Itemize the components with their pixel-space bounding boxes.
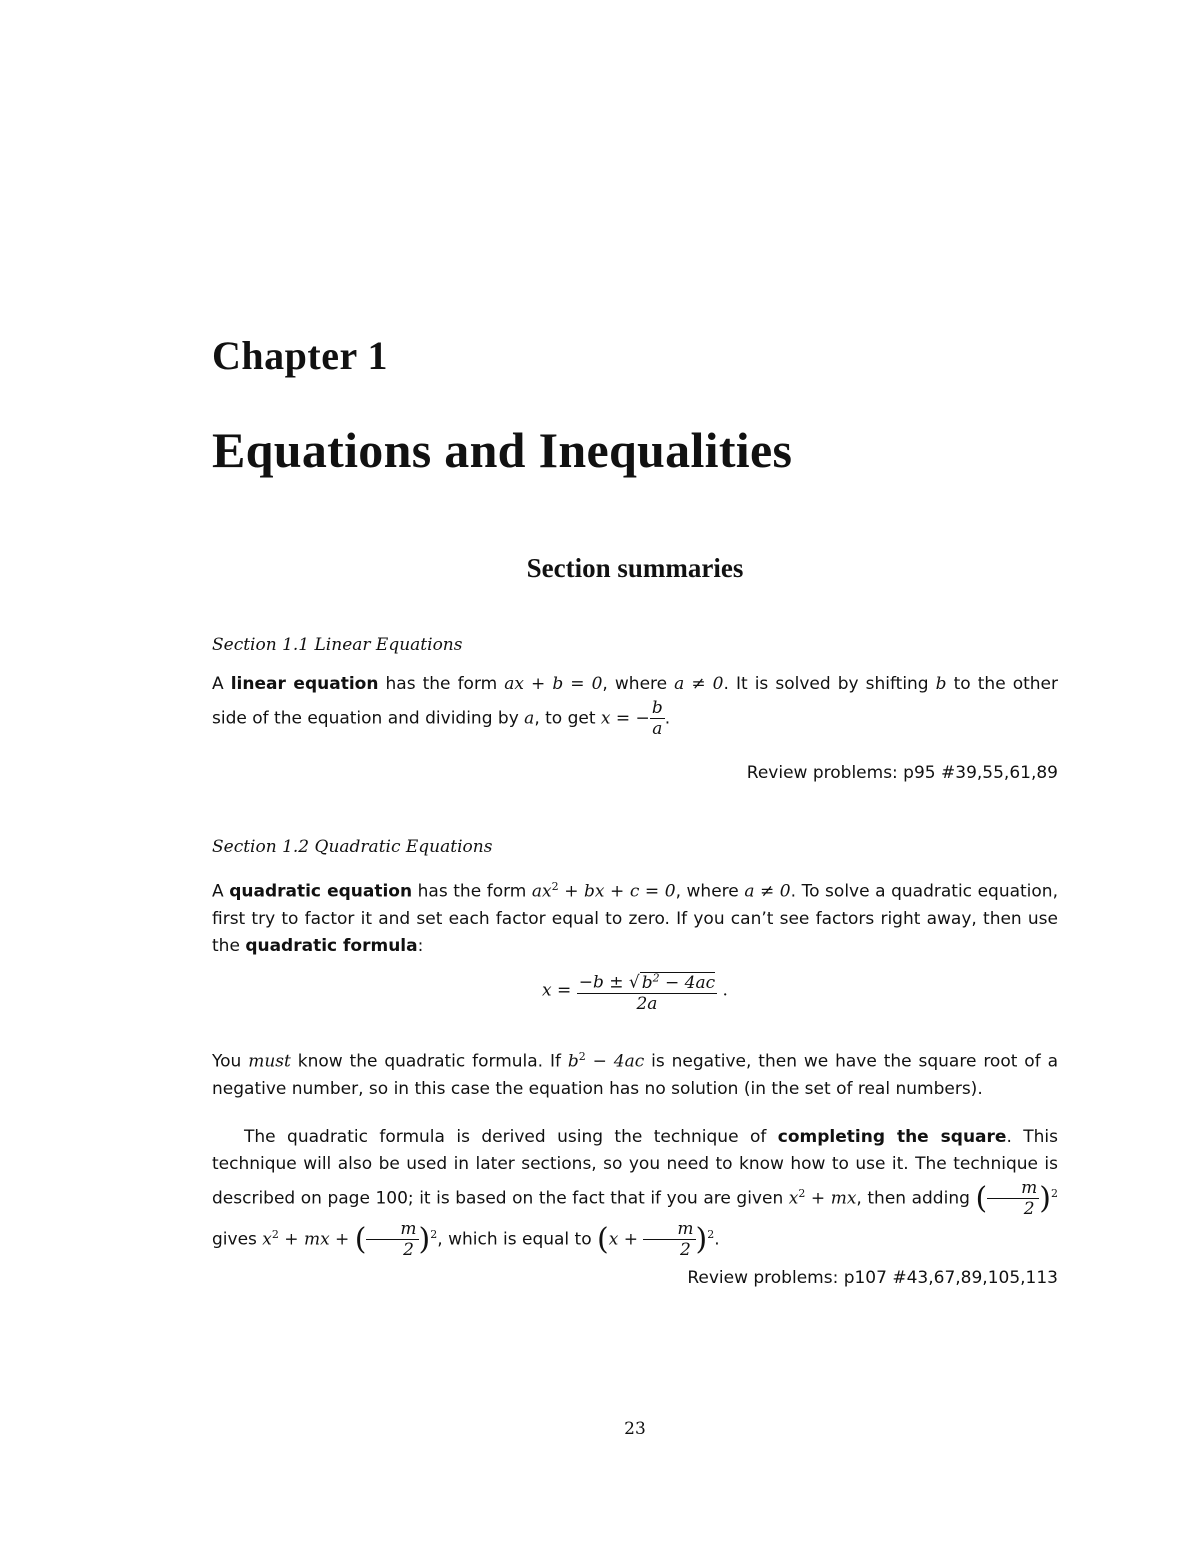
quadratic-formula-fraction: $\frac{-b \pm √ b^2 - 4ac}{2a}$	[577, 968, 717, 1014]
term-completing-the-square: completing the square	[777, 1127, 1007, 1147]
term-quadratic-formula: quadratic formula	[245, 935, 418, 956]
term-quadratic-equation: quadratic equation	[229, 881, 413, 902]
page-number: 23	[624, 1419, 646, 1439]
quadratic-formula-display: x = $\frac{-b \pm √ b^2 - 4ac}{2a}$ .	[212, 968, 1058, 1014]
section-1-2-paragraph-2: You must know the quadratic formula. If $b^2 - 4ac$ is negative, then we have the square root of a negative number, so in this case the equation has no solution (in the set of real numbers).	[212, 1050, 1058, 1099]
chapter-label: Chapter 1	[212, 333, 388, 378]
section-1-2-review: Review problems: p107 #43,67,89,105,113	[687, 1268, 1058, 1288]
term-linear-equation: linear equation	[230, 674, 379, 694]
section-1-1-review: Review problems: p95 #39,55,61,89	[746, 763, 1058, 783]
section-1-2-paragraph-3: The quadratic formula is derived using the technique of completing the square. This technique will also be used in later sections, so you need to know how to use it. The technique is described on page 100; it is based on the fact that if you are given $x^2$ + mx, then adding ( $\frac{m}{2}$ )$^2$ gives $x^2$ + mx + ( $\frac{m}{2}$ )$^2$, which is equal to (x + $\frac{m}{2}$ )$^2$.	[212, 1127, 1059, 1260]
section-1-1-paragraph: A linear equation has the form ax + b = 0, where a ≠ 0. It is solved by shifting b to the other side of the equation and dividing by a, to get x = − $\frac{b}{a}$ .	[212, 674, 1058, 739]
section-1-2-heading: Section 1.2 Quadratic Equations	[212, 837, 493, 857]
section-1-2-paragraph-1: A quadratic equation has the form $ax^2$ + bx + c = 0, where a ≠ 0. To solve a quadratic equation, first try to factor it and set each factor equal to zero. If you can’t see factors right away, then use the quadratic formula:	[212, 880, 1058, 956]
section-1-1-heading: Section 1.1 Linear Equations	[212, 635, 463, 655]
section-summaries-title: Section summaries	[526, 553, 744, 583]
chapter-title: Equations and Inequalities	[212, 422, 793, 478]
linear-solution-fraction: $\frac{b}{a}$	[651, 698, 663, 739]
